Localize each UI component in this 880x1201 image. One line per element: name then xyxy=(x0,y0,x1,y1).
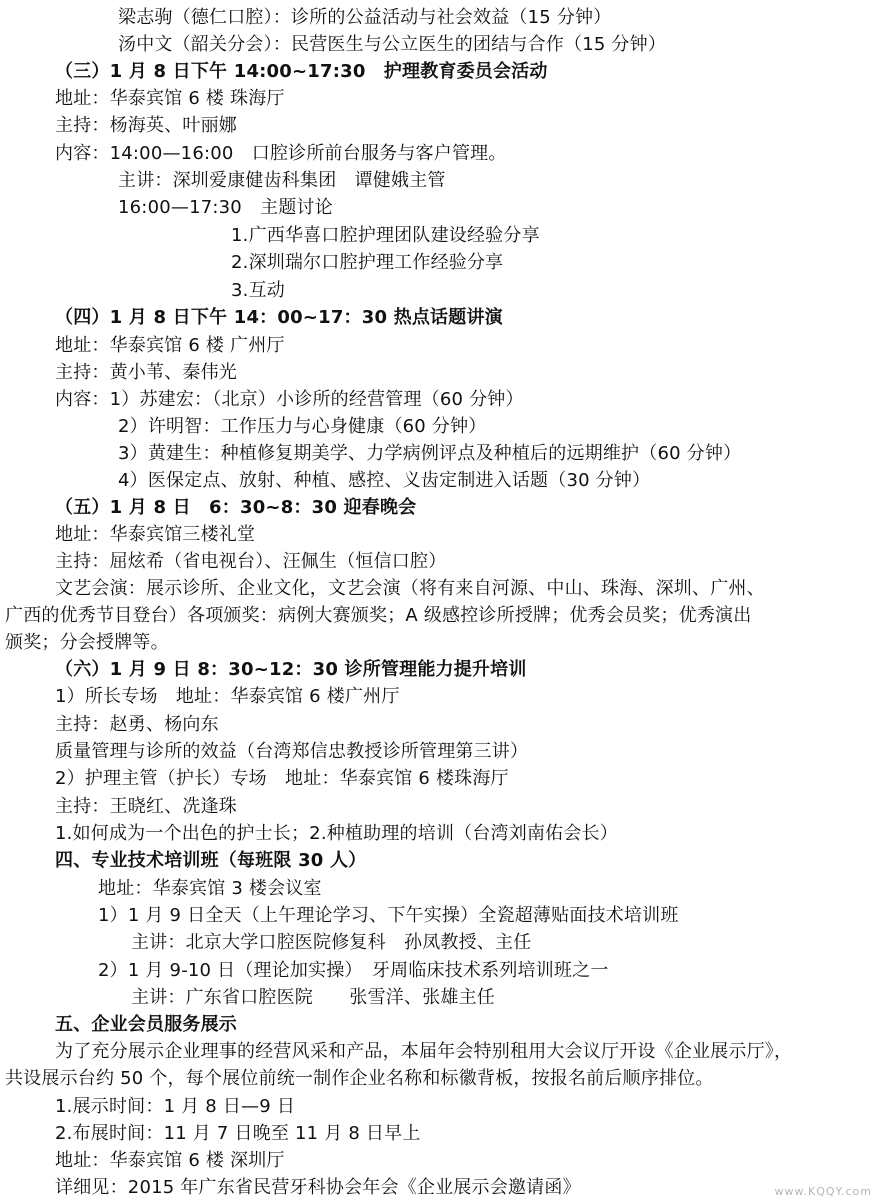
text-line: 主持：屈炫希（省电视台）、汪佩生（恒信口腔） xyxy=(55,551,447,572)
text-line: 内容：14:00—16:00 口腔诊所前台服务与客户管理。 xyxy=(55,143,507,164)
text-line: 16:00—17:30 主题讨论 xyxy=(118,197,333,218)
text-line: 3.互动 xyxy=(231,280,285,301)
section-heading: （五）1 月 8 日 6：30~8：30 迎春晚会 xyxy=(55,497,417,518)
text-line: 3）黄建生：种植修复期美学、力学病例评点及种植后的远期维护（60 分钟） xyxy=(118,443,742,464)
text-line: 质量管理与诊所的效益（台湾郑信忠教授诊所管理第三讲） xyxy=(55,741,529,762)
section-heading: （四）1 月 8 日下午 14：00~17：30 热点话题讲演 xyxy=(55,307,503,328)
text-line: 共设展示台约 50 个，每个展位前统一制作企业名称和标徽背板，按报名前后顺序排位。 xyxy=(5,1068,714,1089)
text-line: 2.布展时间：11 月 7 日晚至 11 月 8 日早上 xyxy=(55,1123,421,1144)
text-line: 地址：华泰宾馆三楼礼堂 xyxy=(55,524,256,545)
text-line: 1）1 月 9 日全天（上午理论学习、下午实操）全瓷超薄贴面技术培训班 xyxy=(98,905,679,926)
text-line: 文艺会演：展示诊所、企业文化，文艺会演（将有来自河源、中山、珠海、深圳、广州、 xyxy=(55,578,765,599)
text-line: 为了充分展示企业理事的经营风采和产品，本届年会特别租用大会议厅开设《企业展示厅》， xyxy=(55,1041,793,1062)
text-line: 地址：华泰宾馆 6 楼 广州厅 xyxy=(55,335,285,356)
text-line: 2）1 月 9-10 日（理论加实操） 牙周临床技术系列培训班之一 xyxy=(98,960,609,981)
text-line: 2.深圳瑞尔口腔护理工作经验分享 xyxy=(231,252,504,273)
text-line: 地址：华泰宾馆 6 楼 珠海厅 xyxy=(55,88,285,109)
text-line: 主讲：广东省口腔医院 张雪洋、张雄主任 xyxy=(131,987,495,1008)
section-heading: 五、企业会员服务展示 xyxy=(55,1014,237,1035)
text-line: 主讲：北京大学口腔医院修复科 孙凤教授、主任 xyxy=(131,932,532,953)
text-line: 2）护理主管（护长）专场 地址：华泰宾馆 6 楼珠海厅 xyxy=(55,768,509,789)
text-line: 汤中文（韶关分会）：民营医生与公立医生的团结与合作（15 分钟） xyxy=(118,34,667,55)
text-line: 梁志驹（德仁口腔）：诊所的公益活动与社会效益（15 分钟） xyxy=(118,7,612,28)
section-heading: （六）1 月 9 日 8：30~12：30 诊所管理能力提升培训 xyxy=(55,659,527,680)
text-line: 1.展示时间：1 月 8 日—9 日 xyxy=(55,1096,296,1117)
text-line: 主持：黄小苇、秦伟光 xyxy=(55,362,237,383)
text-line: 1.广西华喜口腔护理团队建设经验分享 xyxy=(231,225,540,246)
section-heading: （三）1 月 8 日下午 14:00~17:30 护理教育委员会活动 xyxy=(55,61,548,82)
text-line: 主持：赵勇、杨向东 xyxy=(55,714,219,735)
text-line: 1）所长专场 地址：华泰宾馆 6 楼广州厅 xyxy=(55,686,400,707)
text-line: 内容：1）苏建宏：（北京）小诊所的经营管理（60 分钟） xyxy=(55,389,524,410)
text-line: 地址：华泰宾馆 3 楼会议室 xyxy=(98,878,322,899)
watermark: www.KQQY.com xyxy=(774,1185,872,1198)
text-line: 颁奖；分会授牌等。 xyxy=(5,632,169,653)
text-line: 详细见：2015 年广东省民营牙科协会年会《企业展示会邀请函》 xyxy=(55,1177,581,1198)
text-line: 1.如何成为一个出色的护士长；2.种植助理的培训（台湾刘南佑会长） xyxy=(55,823,618,844)
text-line: 主持：王晓红、冼逢珠 xyxy=(55,796,237,817)
section-heading: 四、专业技术培训班（每班限 30 人） xyxy=(55,850,367,871)
text-line: 2）许明智：工作压力与心身健康（60 分钟） xyxy=(118,416,487,437)
text-line: 广西的优秀节目登台）各项颁奖：病例大赛颁奖；A 级感控诊所授牌；优秀会员奖；优秀演出 xyxy=(5,605,752,626)
text-line: 主讲：深圳爱康健齿科集团 谭健娥主管 xyxy=(118,170,446,191)
text-line: 4）医保定点、放射、种植、感控、义齿定制进入话题（30 分钟） xyxy=(118,470,651,491)
text-line: 地址：华泰宾馆 6 楼 深圳厅 xyxy=(55,1150,285,1171)
text-line: 主持：杨海英、叶丽娜 xyxy=(55,115,237,136)
